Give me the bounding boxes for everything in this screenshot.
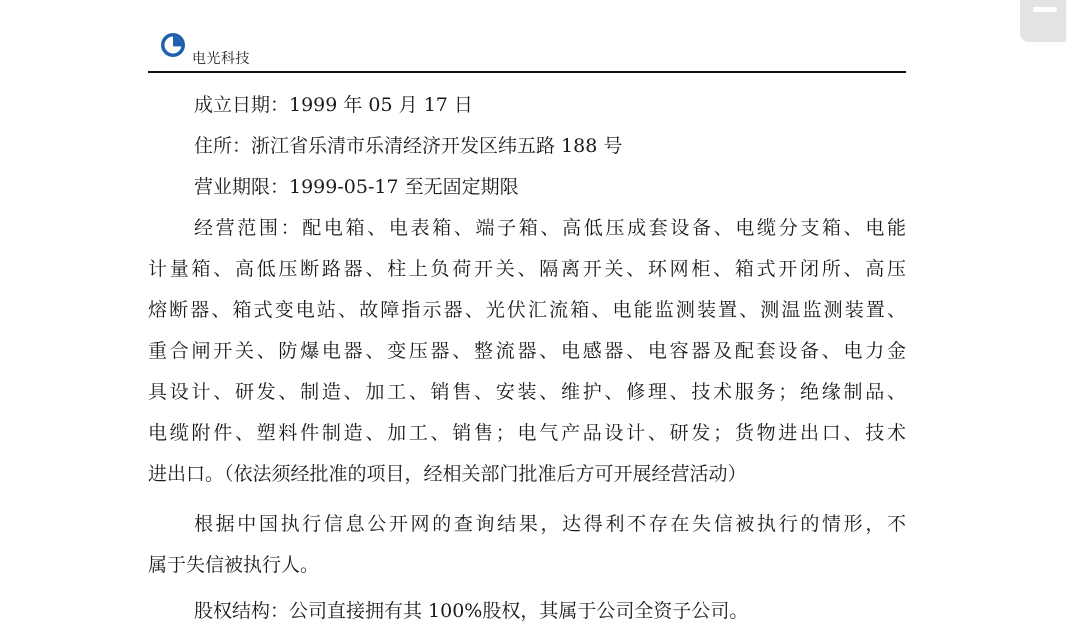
company-name: 电光科技 [192,51,250,67]
business-term: 营业期限：1999-05-17 至无固定期限 [194,176,519,198]
address: 住所：浙江省乐清市乐清经济开发区纬五路 188 号 [194,135,623,157]
business-scope-line: 重合闸开关、防爆电器、变压器、整流器、电感器、电容器及配套设备、电力金 [148,340,906,362]
credit-check-line: 根据中国执行信息公开网的查询结果，达得利不存在失信被执行的情形，不 [194,513,906,535]
business-scope-line: 计量箱、高低压断路器、柱上负荷开关、隔离开关、环网柜、箱式开闭所、高压 [148,258,906,280]
business-scope-line: 进出口。（依法须经批准的项目，经相关部门批准后方可开展经营活动） [148,463,747,485]
equity-structure: 股权结构：公司直接拥有其 100%股权，其属于公司全资子公司。 [194,600,749,622]
established-date: 成立日期：1999 年 05 月 17 日 [194,94,473,116]
business-scope-line: 具设计、研发、制造、加工、销售、安装、维护、修理、技术服务；绝缘制品、 [148,381,906,403]
menu-button[interactable] [1020,0,1066,42]
page-header [148,28,906,72]
business-scope-line: 电缆附件、塑料件制造、加工、销售；电气产品设计、研发；货物进出口、技术 [148,422,906,444]
business-scope-line: 经营范围：配电箱、电表箱、端子箱、高低压成套设备、电缆分支箱、电能 [194,217,906,239]
business-scope-line: 熔断器、箱式变电站、故障指示器、光伏汇流箱、电能监测装置、测温监测装置、 [148,299,906,321]
header-divider [148,71,906,73]
menu-bar-icon [1033,7,1057,12]
credit-check-line: 属于失信被执行人。 [148,554,320,576]
company-logo-icon [160,32,186,58]
